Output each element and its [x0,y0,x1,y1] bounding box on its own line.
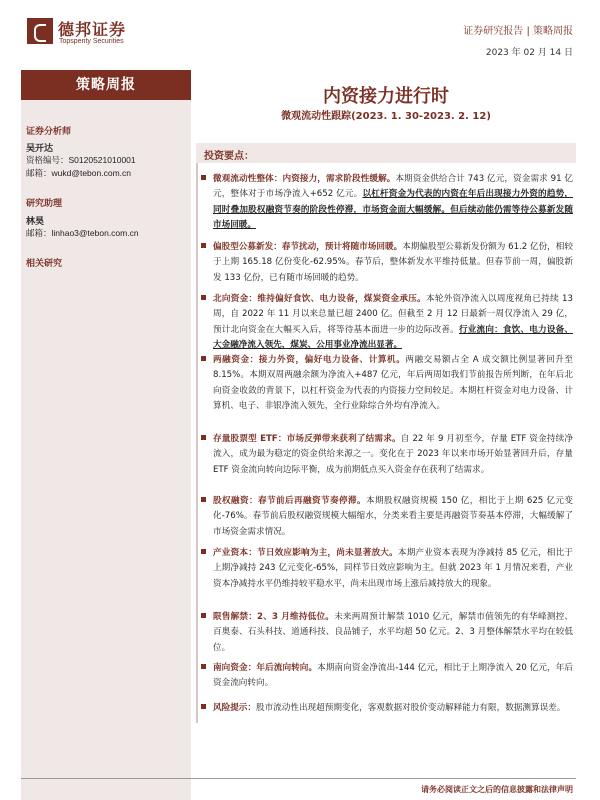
bullet-icon [201,497,206,502]
analyst-name: 吴开达 [26,144,54,154]
para-unlock: 限售解禁：2、3 月维持低位。未来两周预计解禁 1010 亿元，解禁市值领先的有华峰测控、百奥泰、石头科技、道通科技、良品铺子，水平均超 50 亿元。2、3 月整体解禁水平均在较低位。 [213,610,573,656]
bullet-icon [201,613,206,618]
bullet-icon [201,435,206,440]
assistant-email[interactable]: 邮箱：linhao3@tebon.com.cn [26,228,139,238]
content-divider [196,163,198,723]
assistant-section-label: 研究助理 [26,199,63,209]
footer-divider [21,778,576,779]
assistant-name: 林昊 [26,217,45,227]
analyst-email[interactable]: 邮箱：wukd@tebon.com.cn [26,168,132,178]
footer-disclaimer: 请务必阅读正文之后的信息披露和法律声明 [421,785,573,794]
report-subtitle: 微观流动性跟踪(2023. 1. 30-2023. 2. 12) [281,111,491,122]
para-public-funds: 偏股型公募新发：春节扰动，预计将随市场回暖。本期偏股型公募新发份额为 61.2 亿份，相较于上期 165.18 亿份变化-62.95%。春节后，整体新发水平维持低量。但春节前一周，偏股新发 133 亿份，已有随市场回暖的趋势。 [213,240,573,286]
bullet-icon [201,704,206,709]
related-research-label: 相关研究 [26,259,63,269]
report-type: 证券研究报告 | 策略周报 [463,26,573,37]
analyst-section-label: 证券分析师 [26,127,72,137]
para-southbound: 南向资金：年后流向转向。本期南向资金净流出-144 亿元，相比于上期净流入 20 亿元，年后资金流向转向。 [213,661,573,692]
para-equity-financing: 股权融资：春节前后再融资节奏停滞。本期股权融资规模 150 亿，相比于上期 625 亿元变化-76%。春节前后股权融资规模大幅缩水，分类来看主要是再融资节奏基本停滞，大幅缓解了市场资金需求情况。 [213,494,573,540]
para-etf: 存量股票型 ETF：市场反弹带来获利了结需求。自 22 年 9 月初至今，存量 ETF 资金持续净流入，成为最为稳定的资金供给来源之一。变化在于 2023 年以来市场开始显著回升后，存量 ETF 资金流向转向边际平衡，成为前期低点买入资金存在获利了结需求。 [213,432,573,478]
para-liquidity: 微观流动性整体：内资接力，需求阶段性缓解。本期资金供给合计 743 亿元，资金需求 91 亿元，整体对于市场净流入+652 亿元。以杠杆资金为代表的内资在年后出现接力外资的趋势，同时叠加股权融资节奏的阶段性停滞，市场资金面大幅缓解。但后续动能仍需等待公募新发随市场回暖。 [213,172,573,233]
bullet-icon [201,295,206,300]
key-points-label: 投资要点： [204,151,254,162]
para-margin: 两融资金：接力外资，偏好电力设备、计算机。两融交易额占全 A 成交额比例显著回升至 8.15%。本期双周两融余额为净流入+487 亿元，年后两周如我们节前报告所判断，在年后北向资金收敛的背景下，以杠杆资金为代表的内资接力空间较足。本期杠杆资金对电力设备、计算机、电子、非银净流入领先，全行业除综合外均有净流入。 [213,353,573,414]
brand-name-en: Topsperity Securities [59,38,124,45]
para-northbound: 北向资金：维持偏好食饮、电力设备，煤炭资金承压。本轮外资净流入以周度视角已持续 13 周，自 2022 年 11 月以来总量已超 2400 亿。但截至 2 月 12 日最新一周仅净流入 29 亿，预计北向资金在大幅买入后，将等待基本面进一步的边际改善。行业流向：食饮、电力设备、大金融净流入领先，煤炭、公用事业净流出显著。 [213,292,573,353]
page-header [0,0,600,62]
bullet-icon [201,356,206,361]
para-risk: 风险提示：股市流动性出现超预期变化，客观数据对股价变动解释能力有限，数据测算误差。 [213,701,573,716]
report-date: 2023 年 02 月 14 日 [485,48,573,58]
analyst-cert: 资格编号：S0120521010001 [26,155,136,165]
key-points-header [196,143,576,163]
bullet-icon [201,243,206,248]
para-industrial-capital: 产业资本：节日效应影响为主，尚未显著放大。本期产业资本表现为净减持 85 亿元，相比于上期净减持 243 亿元变化-65%，同样节日效应影响为主。但就 2023 年 1 月情况来看，产业资本净减持水平仍维持较平稳水平，尚未出现市场上涨后减持放大的现象。 [213,546,573,592]
brand-name-cn: 德邦证券 [58,20,127,39]
report-title: 内资接力进行时 [323,86,449,107]
company-logo-icon [27,18,53,44]
report-category-title: 策略周报 [21,70,191,100]
bullet-icon [201,549,206,554]
bullet-icon [201,175,206,180]
bullet-icon [201,664,206,669]
